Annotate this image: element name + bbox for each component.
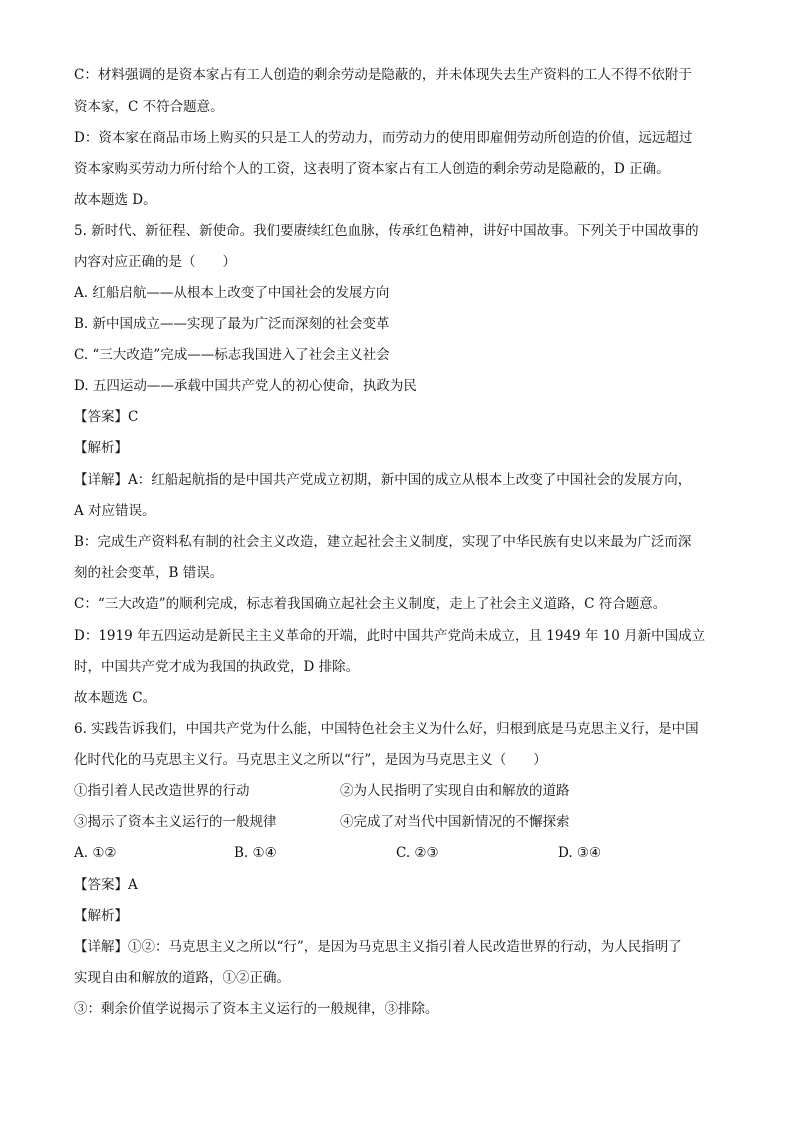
question-5-stem: 内容对应正确的是（ ） — [74, 254, 236, 270]
choice-b: B. ①④ — [234, 845, 277, 861]
text-line: 【详解】A：红船起航指的是中国共产党成立初期，新中国的成立从根本上改变了中国社会的发展方向， — [74, 472, 692, 488]
option-c: C. “三大改造”完成——标志我国进入了社会主义社会 — [74, 347, 390, 363]
text-line: 时，中国共产党才成为我国的执政党，D 排除。 — [74, 659, 360, 675]
choice-a: A. ①② — [74, 845, 117, 861]
option-b: B. 新中国成立——实现了最为广泛而深刻的社会变革 — [74, 316, 390, 332]
text-line: D：1919 年五四运动是新民主主义革命的开端，此时中国共产党尚未成立，且 1949 年 10 月新中国成立 — [74, 628, 706, 644]
text-line: C：材料强调的是资本家占有工人创造的剩余劳动是隐蔽的，并未体现失去生产资料的工人不得不依附于 — [74, 67, 692, 83]
text-line: C：“三大改造”的顺利完成，标志着我国确立起社会主义制度，走上了社会主义道路，C 符合题意。 — [74, 596, 667, 612]
analysis-label: 【解析】 — [74, 440, 128, 456]
question-5-stem: 5. 新时代、新征程、新使命。我们要赓续红色血脉，传承红色精神，讲好中国故事。下列关于中国故事的 — [74, 223, 699, 239]
text-line: B：完成生产资料私有制的社会主义改造，建立起社会主义制度，实现了中华民族有史以来最为广泛而深 — [74, 534, 692, 550]
question-6-stem: 6. 实践告诉我们，中国共产党为什么能，中国特色社会主义为什么好，归根到底是马克思主义行，是中国 — [74, 721, 699, 737]
option-a: A. 红船启航——从根本上改变了中国社会的发展方向 — [74, 285, 390, 301]
answer-label: 【答案】A — [74, 877, 138, 893]
text-line: 实现自由和解放的道路，①②正确。 — [74, 970, 290, 986]
text-line: 资本家，C 不符合题意。 — [74, 99, 224, 115]
statement-4: ④完成了对当代中国新情况的不懈探索 — [340, 814, 570, 830]
statement-2: ②为人民指明了实现自由和解放的道路 — [340, 783, 570, 799]
text-line: A 对应错误。 — [74, 503, 156, 519]
text-line: D：资本家在商品市场上购买的只是工人的劳动力，而劳动力的使用即雇佣劳动所创造的价值，远远超过 — [74, 130, 693, 146]
statement-1: ①指引着人民改造世界的行动 — [74, 783, 250, 799]
text-line: 故本题选 D。 — [74, 192, 157, 208]
text-line: 资本家购买劳动力所付给个人的工资，这表明了资本家占有工人创造的剩余劳动是隐蔽的，D 正确。 — [74, 161, 670, 177]
answer-label: 【答案】C — [74, 409, 139, 425]
question-6-stem: 化时代化的马克思主义行。马克思主义之所以“行”，是因为马克思主义（ ） — [74, 752, 547, 768]
choice-d: D. ③④ — [558, 845, 602, 861]
text-line: 刻的社会变革，B 错误。 — [74, 565, 224, 581]
text-line: ③：剩余价值学说揭示了资本主义运行的一般规律，③排除。 — [74, 1001, 439, 1017]
text-line: 故本题选 C。 — [74, 690, 157, 706]
option-d: D. 五四运动——承载中国共产党人的初心使命，执政为民 — [74, 378, 417, 394]
analysis-label: 【解析】 — [74, 908, 128, 924]
choice-c: C. ②③ — [396, 845, 439, 861]
text-line: 【详解】①②：马克思主义之所以“行”，是因为马克思主义指引着人民改造世界的行动，为人民指明了 — [74, 939, 682, 955]
statement-3: ③揭示了资本主义运行的一般规律 — [74, 814, 277, 830]
